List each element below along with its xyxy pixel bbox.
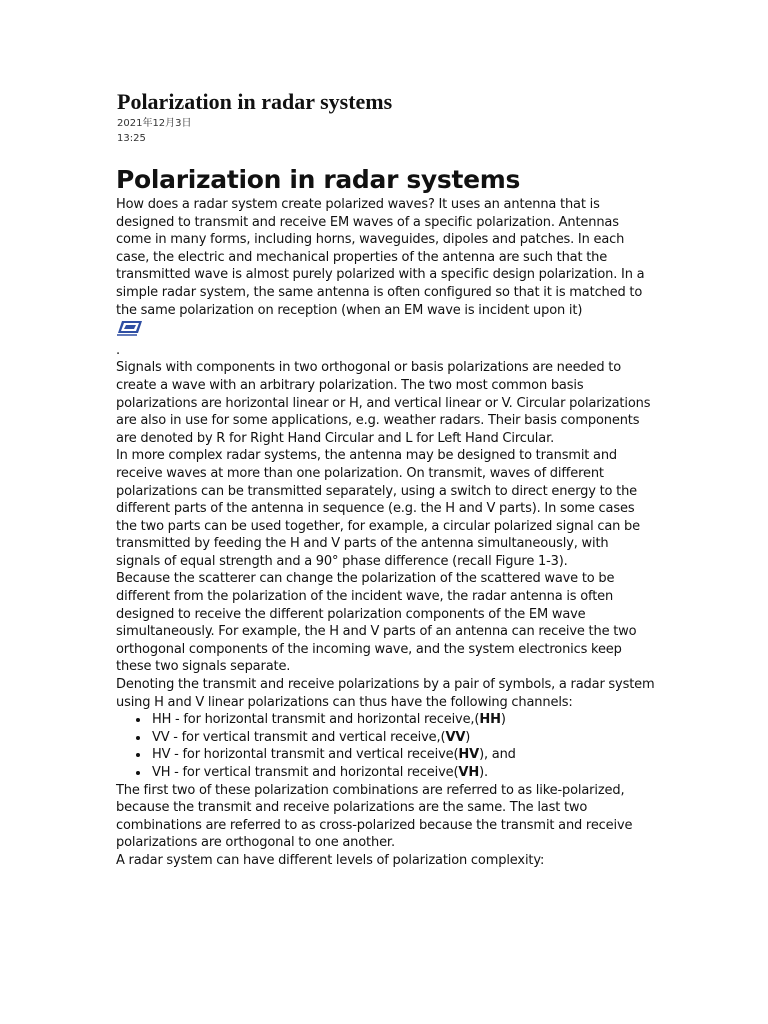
- image-caption-dot: .: [116, 342, 120, 358]
- image-link-icon[interactable]: [116, 320, 144, 336]
- note-date: 2021年12月3日: [117, 118, 192, 129]
- note-title: Polarization in radar systems: [117, 89, 393, 114]
- denoting-paragraph: Denoting the transmit and receive polarizations by a pair of symbols, a radar system using H and V linear polarizations can thus have the following channels:: [116, 677, 655, 710]
- list-item: • HV - for horizontal transmit and vertical receive(HV), and: [150, 746, 656, 764]
- list-item: • HH - for horizontal transmit and horizontal receive,(HH): [150, 711, 656, 729]
- note-time: 13:25: [117, 133, 146, 144]
- scatterer-paragraph: Because the scatterer can change the polarization of the scattered wave to be different from the polarization of the incident wave, the radar antenna is often designed to receive the different polarization components of the EM wave simultaneously. For example, the H and V parts of an antenna can receive the two orthogonal components of the incoming wave, and the system electronics keep these two signals separate.: [116, 571, 637, 675]
- channel-list: [116, 711, 656, 781]
- list-item: • VV - for vertical transmit and vertical receive,(VV): [150, 729, 656, 747]
- note-meta: [117, 116, 192, 146]
- intro-paragraph: How does a radar system create polarized waves? It uses an antenna that is designed to transmit and receive EM waves of a specific polarization. Antennas come in many forms, including horns, waveguides, dipoles and patches. In each case, the electric and mechanical properties of the antenna are such that the transmitted wave is almost purely polarized with a specific design polarization. In a simple radar system, the same antenna is often configured so that it is matched to the same polarization on reception (when an EM wave is incident upon it): [116, 197, 645, 318]
- levels-paragraph: A radar system can have different levels of polarization complexity:: [116, 852, 545, 868]
- like-polarized-paragraph: The first two of these polarization combinations are referred to as like-polarized, because the transmit and receive polarizations are the same. The last two combinations are referred to as cross-polarized because the transmit and receive polarizations are orthogonal to one another.: [116, 782, 633, 851]
- basis-paragraph: Signals with components in two orthogonal or basis polarizations are needed to create a wave with an arbitrary polarization. The two most common basis polarizations are horizontal linear or H, and vertical linear or V. Circular polarizations are also in use for some applications, e.g. weather radars. Their basis components are denoted by R for Right Hand Circular and L for Left Hand Circular.: [116, 360, 651, 446]
- article-heading: Polarization in radar systems: [116, 165, 521, 194]
- inline-image[interactable]: [116, 319, 656, 342]
- complex-paragraph: In more complex radar systems, the antenna may be designed to transmit and receive waves at more than one polarization. On transmit, waves of different polarizations can be transmitted separately, using a switch to direct energy to the different parts of the antenna in sequence (e.g. the H and V parts). In some cases the two parts can be used together, for example, a circular polarized signal can be transmitted by feeding the H and V parts of the antenna simultaneously, with signals of equal strength and a 90° phase difference (recall Figure 1-3).: [116, 448, 640, 569]
- list-item: • VH - for vertical transmit and horizontal receive(VH).: [150, 764, 656, 782]
- article-body: [116, 164, 656, 870]
